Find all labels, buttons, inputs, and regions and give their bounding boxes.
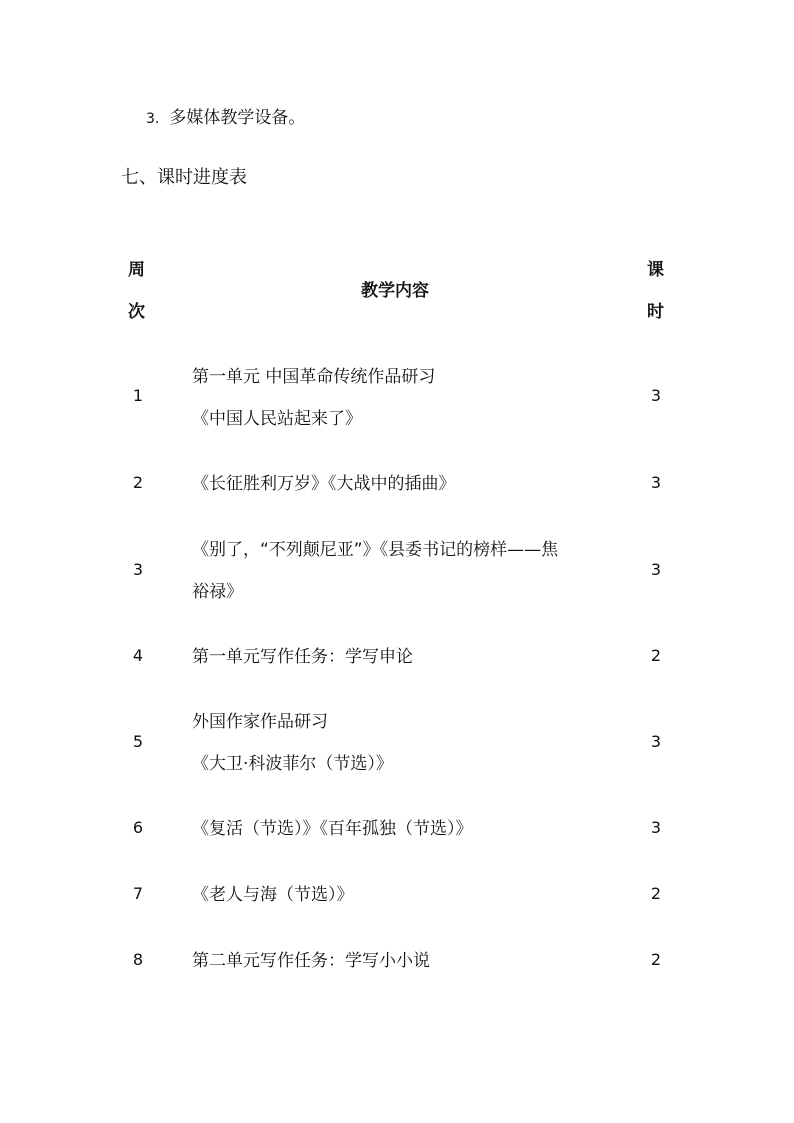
row-content: 《复活（节选）》《百年孤独（节选）》 [192, 819, 473, 839]
row-content: 《长征胜利万岁》《大战中的插曲》 [192, 474, 456, 494]
row-hours: 2 [650, 646, 662, 665]
table-row [0, 636, 794, 678]
table-header-hours: 课 时 [647, 260, 664, 322]
row-content: 《老人与海（节选）》 [192, 885, 354, 905]
section-title: 七、课时进度表 [121, 167, 247, 188]
table-row [0, 356, 794, 440]
row-week: 5 [132, 732, 144, 751]
table-row [0, 701, 794, 785]
row-hours: 3 [650, 386, 662, 405]
row-hours: 3 [650, 473, 662, 492]
table-row [0, 808, 794, 850]
row-content: 外国作家作品研习 《大卫·科波菲尔（节选）》 [192, 712, 393, 774]
row-content: 第一单元 中国革命传统作品研习 《中国人民站起来了》 [192, 367, 436, 429]
row-content: 第二单元写作任务：学写小小说 [192, 951, 430, 971]
list-item-materials-3 [146, 103, 305, 128]
row-week: 1 [132, 386, 144, 405]
row-hours: 2 [650, 950, 662, 969]
list-item-text: 多媒体教学设备。 [169, 108, 306, 128]
row-week: 8 [132, 950, 144, 969]
table-header-content: 教学内容 [361, 281, 429, 301]
row-content: 《别了，“不列颠尼亚”》《县委书记的榜样——焦 裕禄》 [192, 540, 559, 602]
row-hours: 2 [650, 884, 662, 903]
table-row [0, 940, 794, 982]
table-row [0, 463, 794, 505]
table-header-week: 周 次 [128, 260, 145, 322]
table-row [0, 874, 794, 916]
table-row [0, 529, 794, 613]
row-week: 6 [132, 818, 144, 837]
row-week: 3 [132, 560, 144, 579]
row-hours: 3 [650, 560, 662, 579]
row-content: 第一单元写作任务：学写申论 [192, 647, 413, 667]
row-week: 2 [132, 473, 144, 492]
row-hours: 3 [650, 818, 662, 837]
row-week: 7 [132, 884, 144, 903]
list-item-number: 3. [146, 111, 160, 127]
row-week: 4 [132, 646, 144, 665]
row-hours: 3 [650, 732, 662, 751]
